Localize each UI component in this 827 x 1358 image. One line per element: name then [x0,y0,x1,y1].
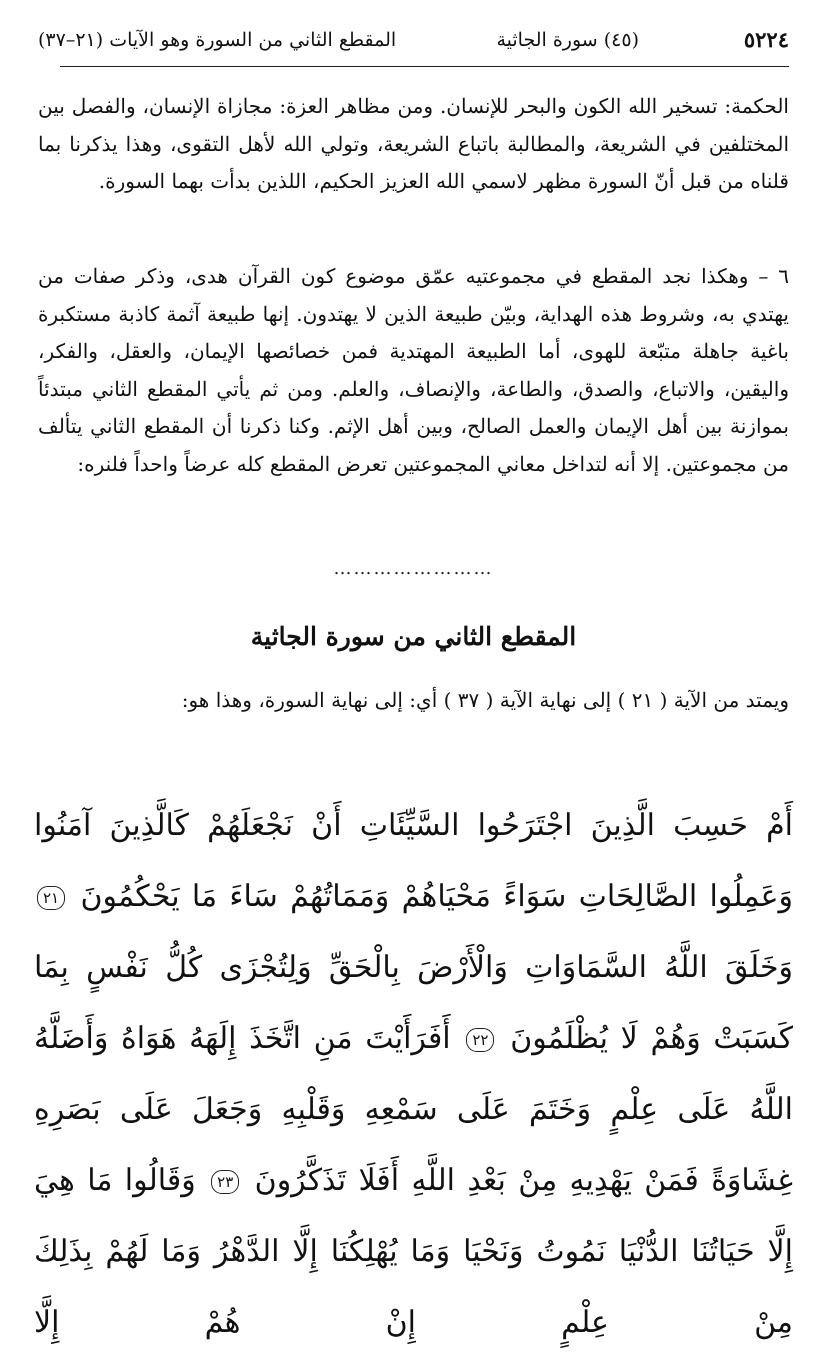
ayah-number-21: ٢١ [37,886,65,910]
running-header [38,22,789,58]
paragraph-wisdom: الحكمة: تسخير الله الكون والبحر للإنسان. ومن مظاهر العزة: مجازاة الإنسان، والفصل بين المختلفين في الشريعة، والمطالبة باتباع الشريعة، وتولي الله لأهل التقوى، وهذا يذكرنا بما قلناه من قبل أنّ السورة مظهر لاسمي الله العزيز الحكيم، اللذين بدأت بهما السورة. [38,94,789,193]
ayah-21: أَمْ حَسِبَ الَّذِينَ اجْتَرَحُوا السَّيِّئَاتِ أَنْ نَجْعَلَهُمْ كَالَّذِينَ آمَنُوا وَعَمِلُوا الصَّالِحَاتِ سَوَاءً مَحْيَاهُمْ وَمَمَاتُهُمْ سَاءَ مَا يَحْكُمُونَ [34,808,793,914]
surah-name: (٤٥) سورة الجاثية [496,29,639,51]
dotted-separator: …………………… [333,558,494,579]
section-range: المقطع الثاني من السورة وهو الآيات (٢١–٣٧) [38,29,397,51]
ayah-22: وَخَلَقَ اللَّهُ السَّمَاوَاتِ وَالْأَرْضَ بِالْحَقِّ وَلِتُجْزَى كُلُّ نَفْسٍ بِمَا كَسَبَتْ وَهُمْ لَا يُظْلَمُونَ [34,950,793,1056]
paragraph-summary: ٦ – وهكذا نجد المقطع في مجموعتيه عمّق موضوع كون القرآن هدى، وذكر صفات من يهتدي به، وشروط هذه الهداية، وبيّن طبيعة الذين لا يهتدون. إنها طبيعة آثمة كاذبة مستكبرة باغية جاهلة متبّعة للهوى، أما الطبيعة المهتدية فمن خصائصها الإيمان، والعقل، والفكر، واليقين، والاتباع، والصدق، والطاعة، والإنصاف، والعلم. ومن ثم يأتي المقطع الثاني مبتدئاً بموازنة بين أهل الإيمان والعمل الصالح، وبين أهل الإثم. وكنا ذكرنا أن المقطع الثاني يتألف من مجموعتين. إلا أنه لتداخل معاني المجموعتين تعرض المقطع كله عرضاً واحداً فلنره: [38,264,789,476]
quran-text [34,790,793,1358]
ayah-number-23: ٢٣ [211,1170,239,1194]
ayah-23: أَفَرَأَيْتَ مَنِ اتَّخَذَ إِلَهَهُ هَوَاهُ وَأَضَلَّهُ اللَّهُ عَلَى عِلْمٍ وَخَتَمَ عَلَى سَمْعِهِ وَقَلْبِهِ وَجَعَلَ عَلَى بَصَرِهِ غِشَاوَةً فَمَنْ يَهْدِيهِ مِنْ بَعْدِ اللَّهِ أَفَلَا تَذَكَّرُونَ [34,1021,793,1198]
header-divider [60,66,789,67]
page-number: ٥٢٢٤ [743,27,789,52]
section-title: المقطع الثاني من سورة الجاثية [250,622,577,651]
ayah-24-partial: وَقَالُوا مَا هِيَ إِلَّا حَيَاتُنَا الدُّنْيَا نَمُوتُ وَنَحْيَا وَمَا يُهْلِكُنَا إِلَّا الدَّهْرُ وَمَا لَهُمْ بِذَلِكَ مِنْ عِلْمٍ إِنْ هُمْ إِلَّا [34,1163,793,1340]
ayah-number-22: ٢٢ [466,1028,494,1052]
section-intro: ويمتد من الآية ( ٢١ ) إلى نهاية الآية ( ٣٧ ) أي: إلى نهاية السورة، وهذا هو: [181,688,789,712]
